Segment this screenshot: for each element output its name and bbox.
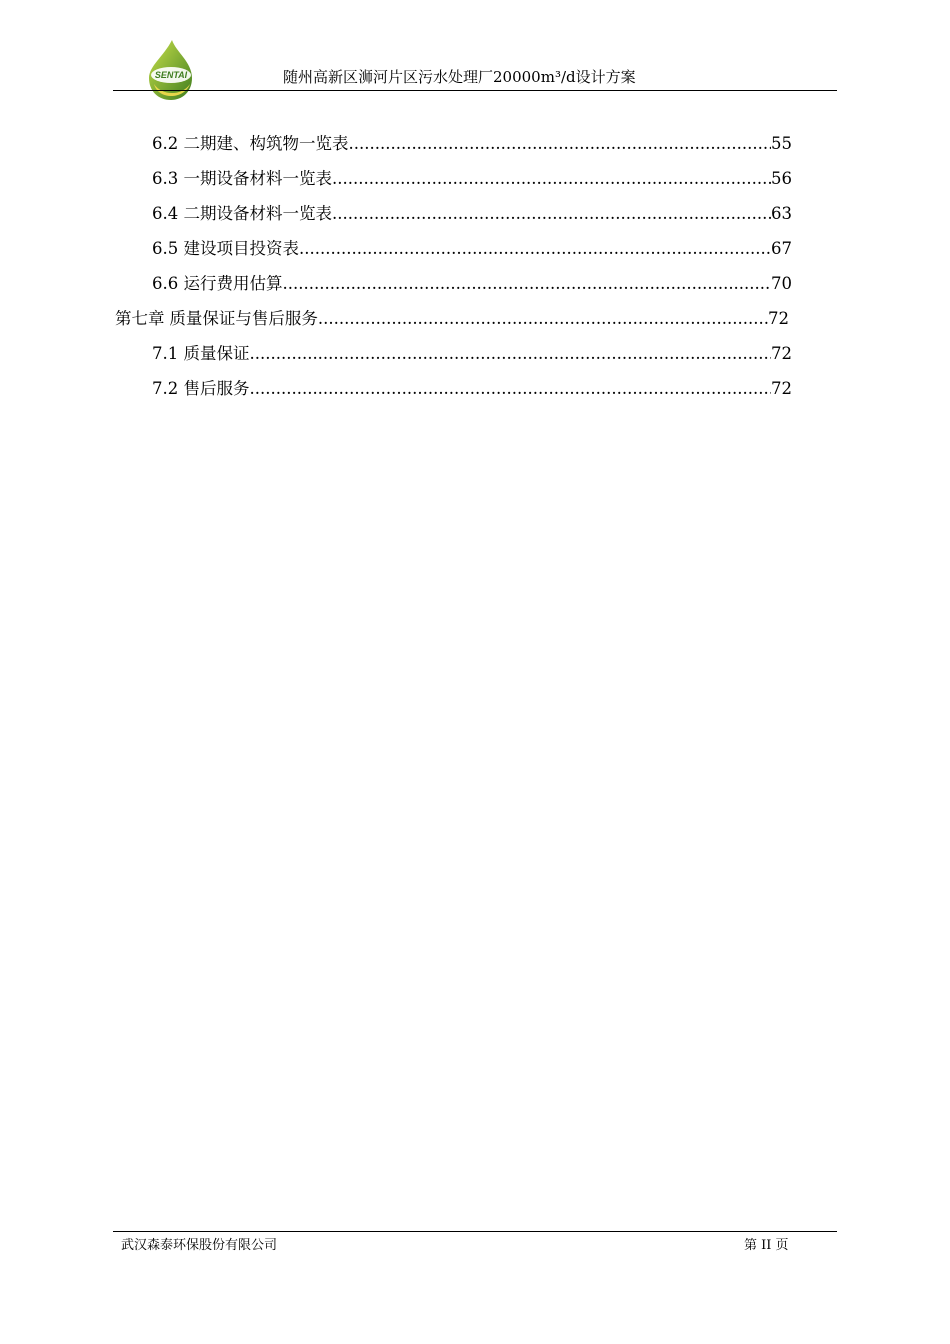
toc-entry-label: 质量保证与售后服务 (169, 309, 318, 328)
toc-leader-dots (332, 202, 771, 226)
toc-entry-6-4[interactable] (152, 202, 792, 226)
toc-entry-page: 56 (771, 169, 792, 188)
toc-leader-dots (250, 377, 772, 401)
toc-entry-label: 7.2 售后服务 (152, 379, 250, 398)
toc-entry-page: 63 (771, 204, 792, 223)
toc-entry-chapter-7[interactable] (115, 307, 789, 331)
header-title: 随州高新区浉河片区污水处理厂20000m³/d设计方案 (283, 68, 636, 86)
footer-page-number: 第 II 页 (744, 1238, 789, 1253)
toc-entry-page: 70 (771, 274, 792, 293)
toc-leader-dots (299, 237, 771, 261)
footer-company: 武汉森泰环保股份有限公司 (121, 1238, 278, 1253)
toc-entry-6-2[interactable] (152, 132, 792, 156)
toc-entry-page: 67 (771, 239, 792, 258)
toc-entry-page: 72 (771, 379, 792, 398)
toc-leader-dots (283, 272, 772, 296)
toc-leader-dots (349, 132, 772, 156)
toc-entry-page: 72 (771, 344, 792, 363)
toc-entry-6-5[interactable] (152, 237, 792, 261)
toc-entry-label: 6.5 建设项目投资表 (152, 239, 299, 258)
footer-rule (113, 1231, 837, 1232)
header-rule (113, 90, 837, 91)
toc-leader-dots (250, 342, 772, 366)
toc-entry-label: 7.1 质量保证 (152, 344, 250, 363)
toc-entry-label: 6.2 二期建、构筑物一览表 (152, 134, 349, 153)
toc-chapter-number: 第七章 (115, 309, 165, 328)
toc-entry-6-3[interactable] (152, 167, 792, 191)
toc-entry-7-1[interactable] (152, 342, 792, 366)
toc-entry-page: 55 (771, 134, 792, 153)
svg-text:SENTAI: SENTAI (154, 70, 188, 80)
toc-entry-label: 6.3 一期设备材料一览表 (152, 169, 332, 188)
toc-entry-label: 6.4 二期设备材料一览表 (152, 204, 332, 223)
toc-entry-label: 6.6 运行费用估算 (152, 274, 283, 293)
toc-leader-dots (332, 167, 771, 191)
sentai-logo (142, 38, 200, 104)
toc-entry-page: 72 (768, 309, 789, 328)
toc-entry-6-6[interactable] (152, 272, 792, 296)
toc-leader-dots (318, 307, 768, 331)
toc-entry-7-2[interactable] (152, 377, 792, 401)
